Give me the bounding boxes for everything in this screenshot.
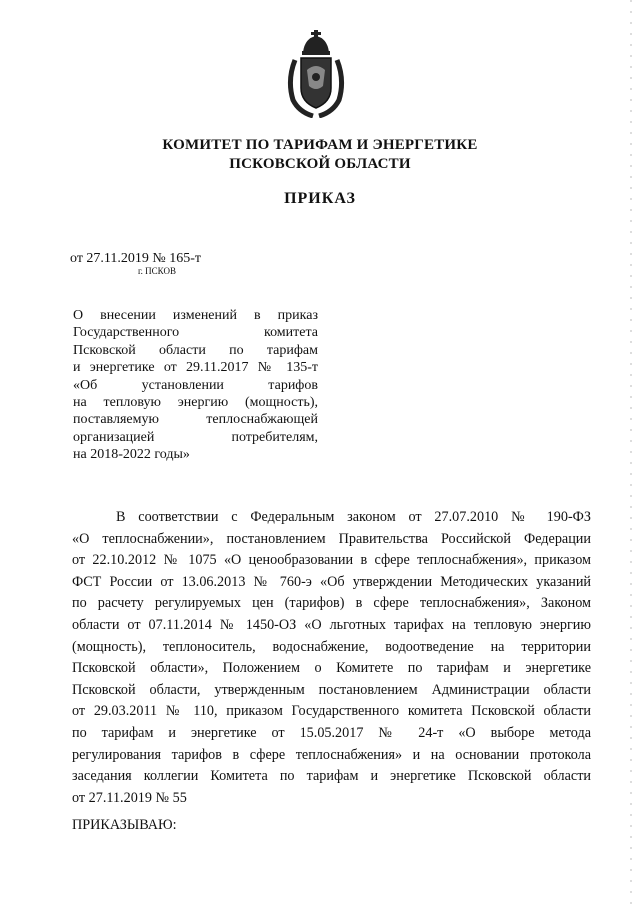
body-line: области от 07.11.2014 № 1450-ОЗ «О льготных тарифах на тепловую энергию <box>72 616 591 633</box>
subject-line: О внесении изменений в приказ <box>73 308 318 323</box>
body-line: регулирования тарифов в сфере теплоснабжения» и на основании протокола <box>72 746 591 763</box>
body-line: ФСТ России от 13.06.2013 № 760-э «Об утверждении Методических указаний <box>72 573 591 590</box>
order-subject <box>73 307 318 464</box>
body-line: по тарифам и энергетике от 15.05.2017 № 24-т «О выборе метода <box>72 724 591 741</box>
org-line-1: КОМИТЕТ ПО ТАРИФАМ И ЭНЕРГЕТИКЕ <box>162 137 478 153</box>
city-label: г. ПСКОВ <box>138 266 176 276</box>
document-type-title: ПРИКАЗ <box>284 190 356 207</box>
subject-line: на 2018-2022 годы» <box>73 447 190 463</box>
subject-line: «Об установлении тарифов <box>73 377 318 393</box>
subject-line: на тепловую энергию (мощность), <box>73 395 318 411</box>
order-body-paragraph <box>72 507 591 809</box>
subject-line: Государственного комитета <box>73 325 318 341</box>
body-line: заседания коллегии Комитета по тарифам и энергетике Псковской области <box>72 768 591 785</box>
subject-line: поставляемую теплоснабжающей <box>73 412 318 428</box>
subject-line: организацией потребителям, <box>73 429 318 445</box>
order-directive: ПРИКАЗЫВАЮ: <box>72 817 177 833</box>
body-line: от 22.10.2012 № 1075 «О ценообразовании в сфере теплоснабжения», приказом <box>72 552 591 569</box>
body-line: от 27.11.2019 № 55 <box>72 789 187 806</box>
body-line: от 29.03.2011 № 110, приказом Государственного комитета Псковской области <box>72 703 591 720</box>
body-line: по расчету регулируемых цен (тарифов) в сфере теплоснабжения», Законом <box>72 595 591 612</box>
subject-line: Псковской области по тарифам <box>73 342 318 358</box>
coat-of-arms-emblem <box>285 30 347 118</box>
body-line: «О теплоснабжении», постановлением Правительства Российской Федерации <box>72 530 591 547</box>
body-line: (мощность), теплоноситель, водоснабжение, водоотведение на территории <box>72 638 591 655</box>
body-line: Псковской области, утвержденным постановлением Администрации области <box>72 681 591 698</box>
body-line: В соответствии с Федеральным законом от 27.07.2010 № 190-ФЗ <box>116 509 591 525</box>
scan-edge-marks <box>628 0 634 905</box>
subject-line: и энергетике от 29.11.2017 № 135-т <box>73 360 318 376</box>
order-date-number: от 27.11.2019 № 165-т <box>70 251 202 266</box>
body-line: Псковской области», Положением о Комитете по тарифам и энергетике <box>72 660 591 677</box>
org-line-2: ПСКОВСКОЙ ОБЛАСТИ <box>229 156 411 172</box>
organization-name <box>0 136 640 174</box>
